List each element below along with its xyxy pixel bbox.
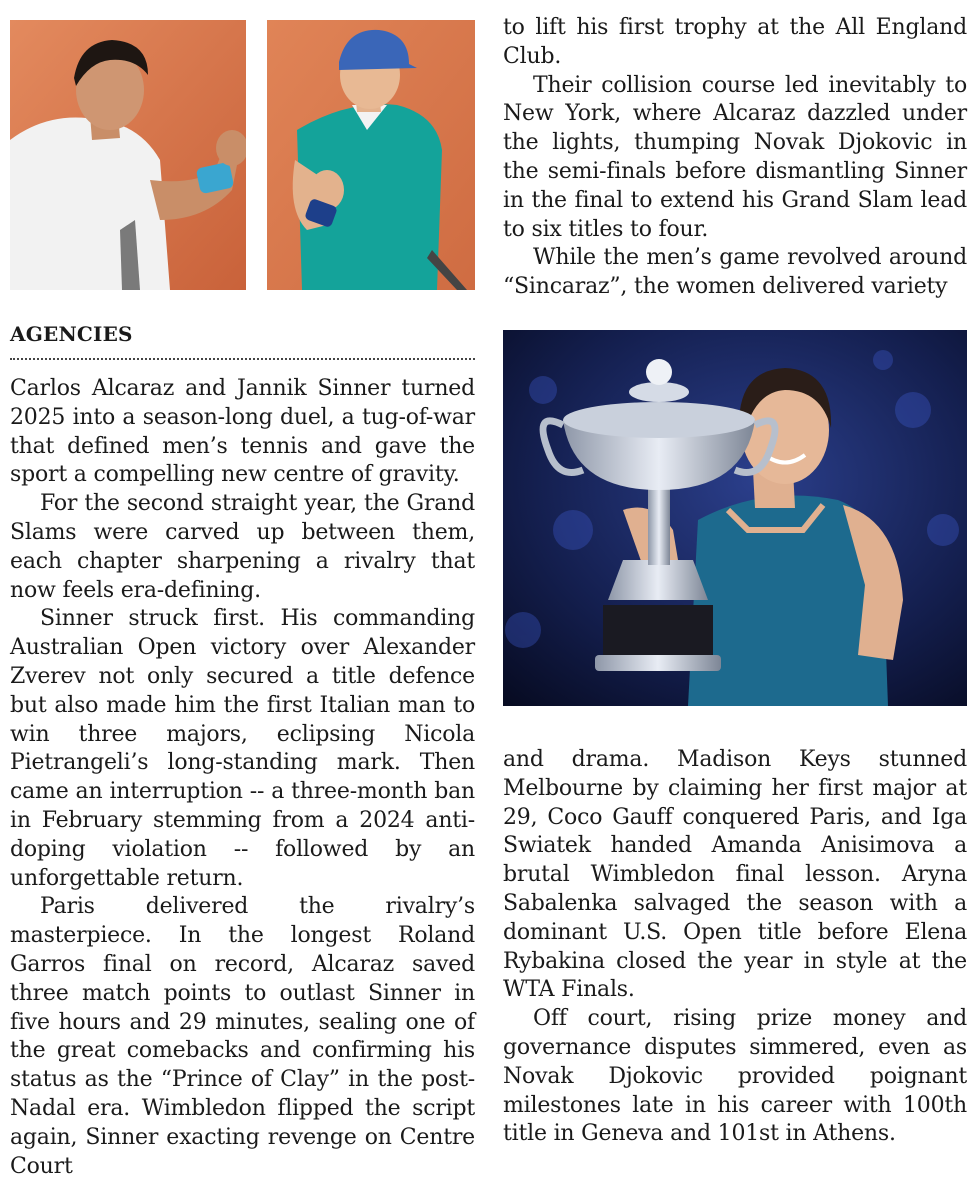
article-column-right-bottom bbox=[503, 746, 967, 1149]
player-photo-icon bbox=[267, 20, 475, 290]
article-paragraph: Carlos Alcaraz and Jannik Sinner turned 2025 into a season-long duel, a tug-of-war that defined men’s tennis and gave the sport a compelling new centre of gravity. bbox=[10, 376, 475, 488]
article-column-left bbox=[10, 375, 475, 1181]
keys-trophy-photo bbox=[503, 330, 967, 706]
alcaraz-photo bbox=[10, 20, 246, 290]
article-paragraph: and drama. Madison Keys stunned Melbourne by claiming her first major at 29, Coco Gauff conquered Paris, and Iga Swiatek handed Amanda Anisimova a brutal Wimbledon final lesson. Aryna Sabalenka salvaged the season with a dominant U.S. Open title before Elena Rybakina closed the year in style at the WTA Finals. bbox=[503, 747, 967, 1003]
byline-divider bbox=[10, 358, 475, 360]
article-paragraph: Paris delivered the rivalry’s masterpiece. In the longest Roland Garros final on record, Alcaraz saved three match points to outlast Sinner in five hours and 29 minutes, sealing one of the great comebacks and confirming his status as the “Prince of Clay” in the post-Nadal era. Wimbledon flipped the script again, Sinner exacting revenge on Centre Court bbox=[10, 894, 475, 1179]
sinner-photo bbox=[267, 20, 475, 290]
article-paragraph: While the men’s game revolved around “Sincaraz”, the women delivered variety bbox=[503, 245, 967, 300]
byline: AGENCIES bbox=[10, 322, 133, 346]
trophy-photo-icon bbox=[503, 330, 967, 706]
player-photo-icon bbox=[10, 20, 246, 290]
article-paragraph: Their collision course led inevitably to New York, where Alcaraz dazzled under the lights, thumping Novak Djokovic in the semi-finals before dismantling Sinner in the final to extend his Grand Slam lead to six titles to four. bbox=[503, 72, 967, 242]
article-paragraph: to lift his first trophy at the All England Club. bbox=[503, 15, 967, 69]
article-column-right-top bbox=[503, 14, 967, 302]
article-paragraph: Sinner struck first. His commanding Australian Open victory over Alexander Zverev not only secured a title defence but also made him the first Italian man to win three majors, eclipsing Nicola Pietrangeli’s long-standing mark. Then came an interruption -- a three-month ban in February stemming from a 2024 anti-doping violation -- followed by an unforgettable return. bbox=[10, 606, 475, 891]
article-paragraph: Off court, rising prize money and governance disputes simmered, even as Novak Djokovic provided poignant milestones late in his career with 100th title in Geneva and 101st in Athens. bbox=[503, 1006, 967, 1147]
article-paragraph: For the second straight year, the Grand Slams were carved up between them, each chapter sharpening a rivalry that now feels era-defining. bbox=[10, 491, 475, 603]
